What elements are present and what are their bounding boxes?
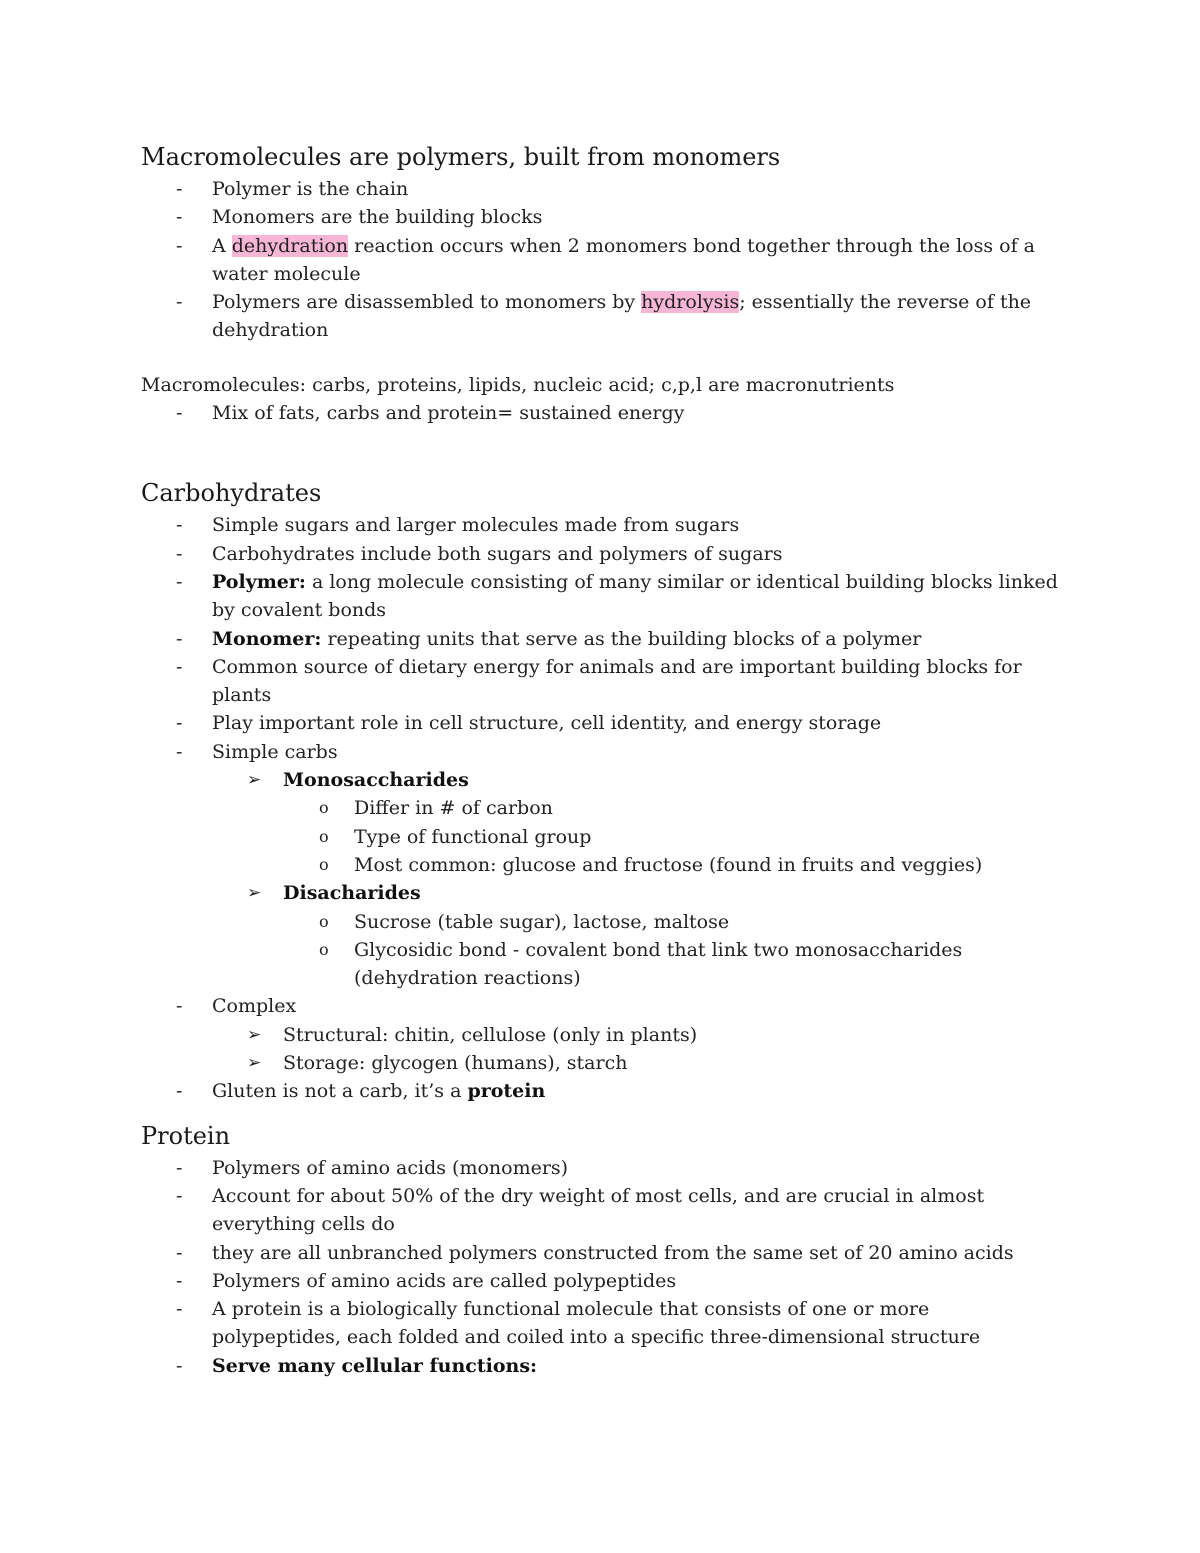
list-item: - A protein is a biologically functional molecule that consists of one or more polypeptides, each folded and coiled into a specific three-dimensional structure (141, 1295, 1061, 1352)
dash-bullet-icon: - (176, 178, 183, 200)
macromolecules-summary-list (141, 399, 1061, 427)
dash-bullet-icon: - (176, 206, 183, 229)
dash-bullet-icon: - (176, 514, 183, 537)
complex-carbs-list (247, 1021, 1061, 1078)
list-item: - Monomers are the building blocks (141, 203, 1061, 231)
list-item (141, 1352, 1061, 1380)
list-item: - Complex ➢ Structural: chitin, cellulose (only in plants) ➢ Storage: glycogen (humans), starch (141, 992, 1061, 1077)
list-item (212, 879, 1061, 992)
list-item: o Glycosidic bond - covalent bond that link two monosaccharides (dehydration reactions) (283, 936, 1061, 993)
dash-bullet-icon: - (176, 1080, 183, 1103)
list-item: ➢ Structural: chitin, cellulose (only in plants) (212, 1021, 1061, 1049)
highlighted-term: dehydration (231, 234, 349, 257)
monosaccharides-list (319, 794, 1061, 879)
list-item: ➢ Storage: glycogen (humans), starch (212, 1049, 1061, 1077)
list-item: o Sucrose (table sugar), lactose, maltose (283, 908, 1061, 936)
list-item: - Simple carbs ➢ Monosaccharides o Differ in # of carbon o Type of functional group o Most common: glucose and fructose (found in fruits and veggies) ➢ Disacharides o Sucrose (table sugar), lactose, maltose o Glycosidic bond - covalent bond that link two monosaccharides (dehydration reactions) (141, 738, 1061, 993)
circle-bullet-icon: o (319, 826, 329, 846)
list-item: - they are all unbranched polymers constructed from the same set of 20 amino acids (141, 1239, 1061, 1267)
macromolecules-summary: Macromolecules: carbs, proteins, lipids, nucleic acid; c,p,l are macronutrients (141, 373, 895, 396)
dash-bullet-icon: - (176, 740, 183, 763)
term-monosaccharides: Monosaccharides (283, 769, 469, 792)
list-item: - Polymers of amino acids are called polypeptides (141, 1267, 1061, 1295)
circle-bullet-icon: o (319, 911, 329, 931)
list-item: - Polymers are disassembled to monomers by hydrolysis; essentially the reverse of the dehydration (141, 288, 1061, 345)
list-item: - Carbohydrates include both sugars and polymers of sugars (141, 540, 1061, 568)
dash-bullet-icon: - (176, 234, 183, 257)
list-item: o Most common: glucose and fructose (found in fruits and veggies) (283, 851, 1061, 879)
term-monomer: Monomer: (212, 627, 322, 650)
macromolecules-bullet-list (141, 175, 1061, 345)
dash-bullet-icon: - (176, 1354, 183, 1377)
carbohydrates-bullet-list (141, 511, 1061, 1105)
arrow-bullet-icon: ➢ (247, 770, 262, 791)
list-item: - Mix of fats, carbs and protein= sustained energy (141, 399, 1061, 427)
list-item: - Play important role in cell structure, cell identity, and energy storage (141, 709, 1061, 737)
list-item: - Gluten is not a carb, it’s a protein (141, 1077, 1061, 1105)
dash-bullet-icon: - (176, 291, 183, 314)
arrow-bullet-icon: ➢ (247, 883, 262, 904)
dash-bullet-icon: - (176, 402, 183, 425)
list-item: - Account for about 50% of the dry weight of most cells, and are crucial in almost everything cells do (141, 1182, 1061, 1239)
section-title-macromolecules: Macromolecules are polymers, built from monomers (141, 143, 781, 171)
term-cellular-functions: Serve many cellular functions: (212, 1354, 538, 1377)
dash-bullet-icon: - (176, 655, 183, 678)
document-content (141, 141, 1061, 1380)
list-item: - Common source of dietary energy for animals and are important building blocks for plants (141, 653, 1061, 710)
disacharides-list (319, 908, 1061, 993)
dash-bullet-icon: - (176, 1184, 183, 1207)
circle-bullet-icon: o (319, 798, 329, 818)
dash-bullet-icon: - (176, 542, 183, 565)
dash-bullet-icon: - (176, 995, 183, 1018)
section-title-protein: Protein (141, 1121, 231, 1150)
simple-carbs-list (247, 766, 1061, 992)
arrow-bullet-icon: ➢ (247, 1024, 262, 1045)
list-item: - Polymer is the chain (141, 175, 1061, 203)
circle-bullet-icon: o (319, 854, 329, 874)
dash-bullet-icon: - (176, 627, 183, 650)
list-item: - Polymers of amino acids (monomers) (141, 1154, 1061, 1182)
term-polymer: Polymer: (212, 570, 306, 593)
arrow-bullet-icon: ➢ (247, 1053, 262, 1074)
dash-bullet-icon: - (176, 1156, 183, 1179)
dash-bullet-icon: - (176, 1298, 183, 1321)
list-item: - Monomer: repeating units that serve as the building blocks of a polymer (141, 625, 1061, 653)
dash-bullet-icon: - (176, 570, 183, 593)
section-title-carbohydrates: Carbohydrates (141, 479, 322, 508)
dash-bullet-icon: - (176, 1241, 183, 1264)
list-item: o Type of functional group (283, 823, 1061, 851)
circle-bullet-icon: o (319, 939, 329, 959)
list-item: o Differ in # of carbon (283, 794, 1061, 822)
term-protein: protein (467, 1080, 546, 1103)
list-item: - Simple sugars and larger molecules made from sugars (141, 511, 1061, 539)
list-item (212, 766, 1061, 879)
dash-bullet-icon: - (176, 712, 183, 735)
protein-bullet-list (141, 1154, 1061, 1380)
term-disacharides: Disacharides (283, 882, 421, 905)
dash-bullet-icon: - (176, 1269, 183, 1292)
highlighted-term: hydrolysis (641, 291, 740, 314)
list-item: - Polymer: a long molecule consisting of many similar or identical building blocks linked by covalent bonds (141, 568, 1061, 625)
list-item: - A dehydration reaction occurs when 2 monomers bond together through the loss of a water molecule (141, 232, 1061, 289)
